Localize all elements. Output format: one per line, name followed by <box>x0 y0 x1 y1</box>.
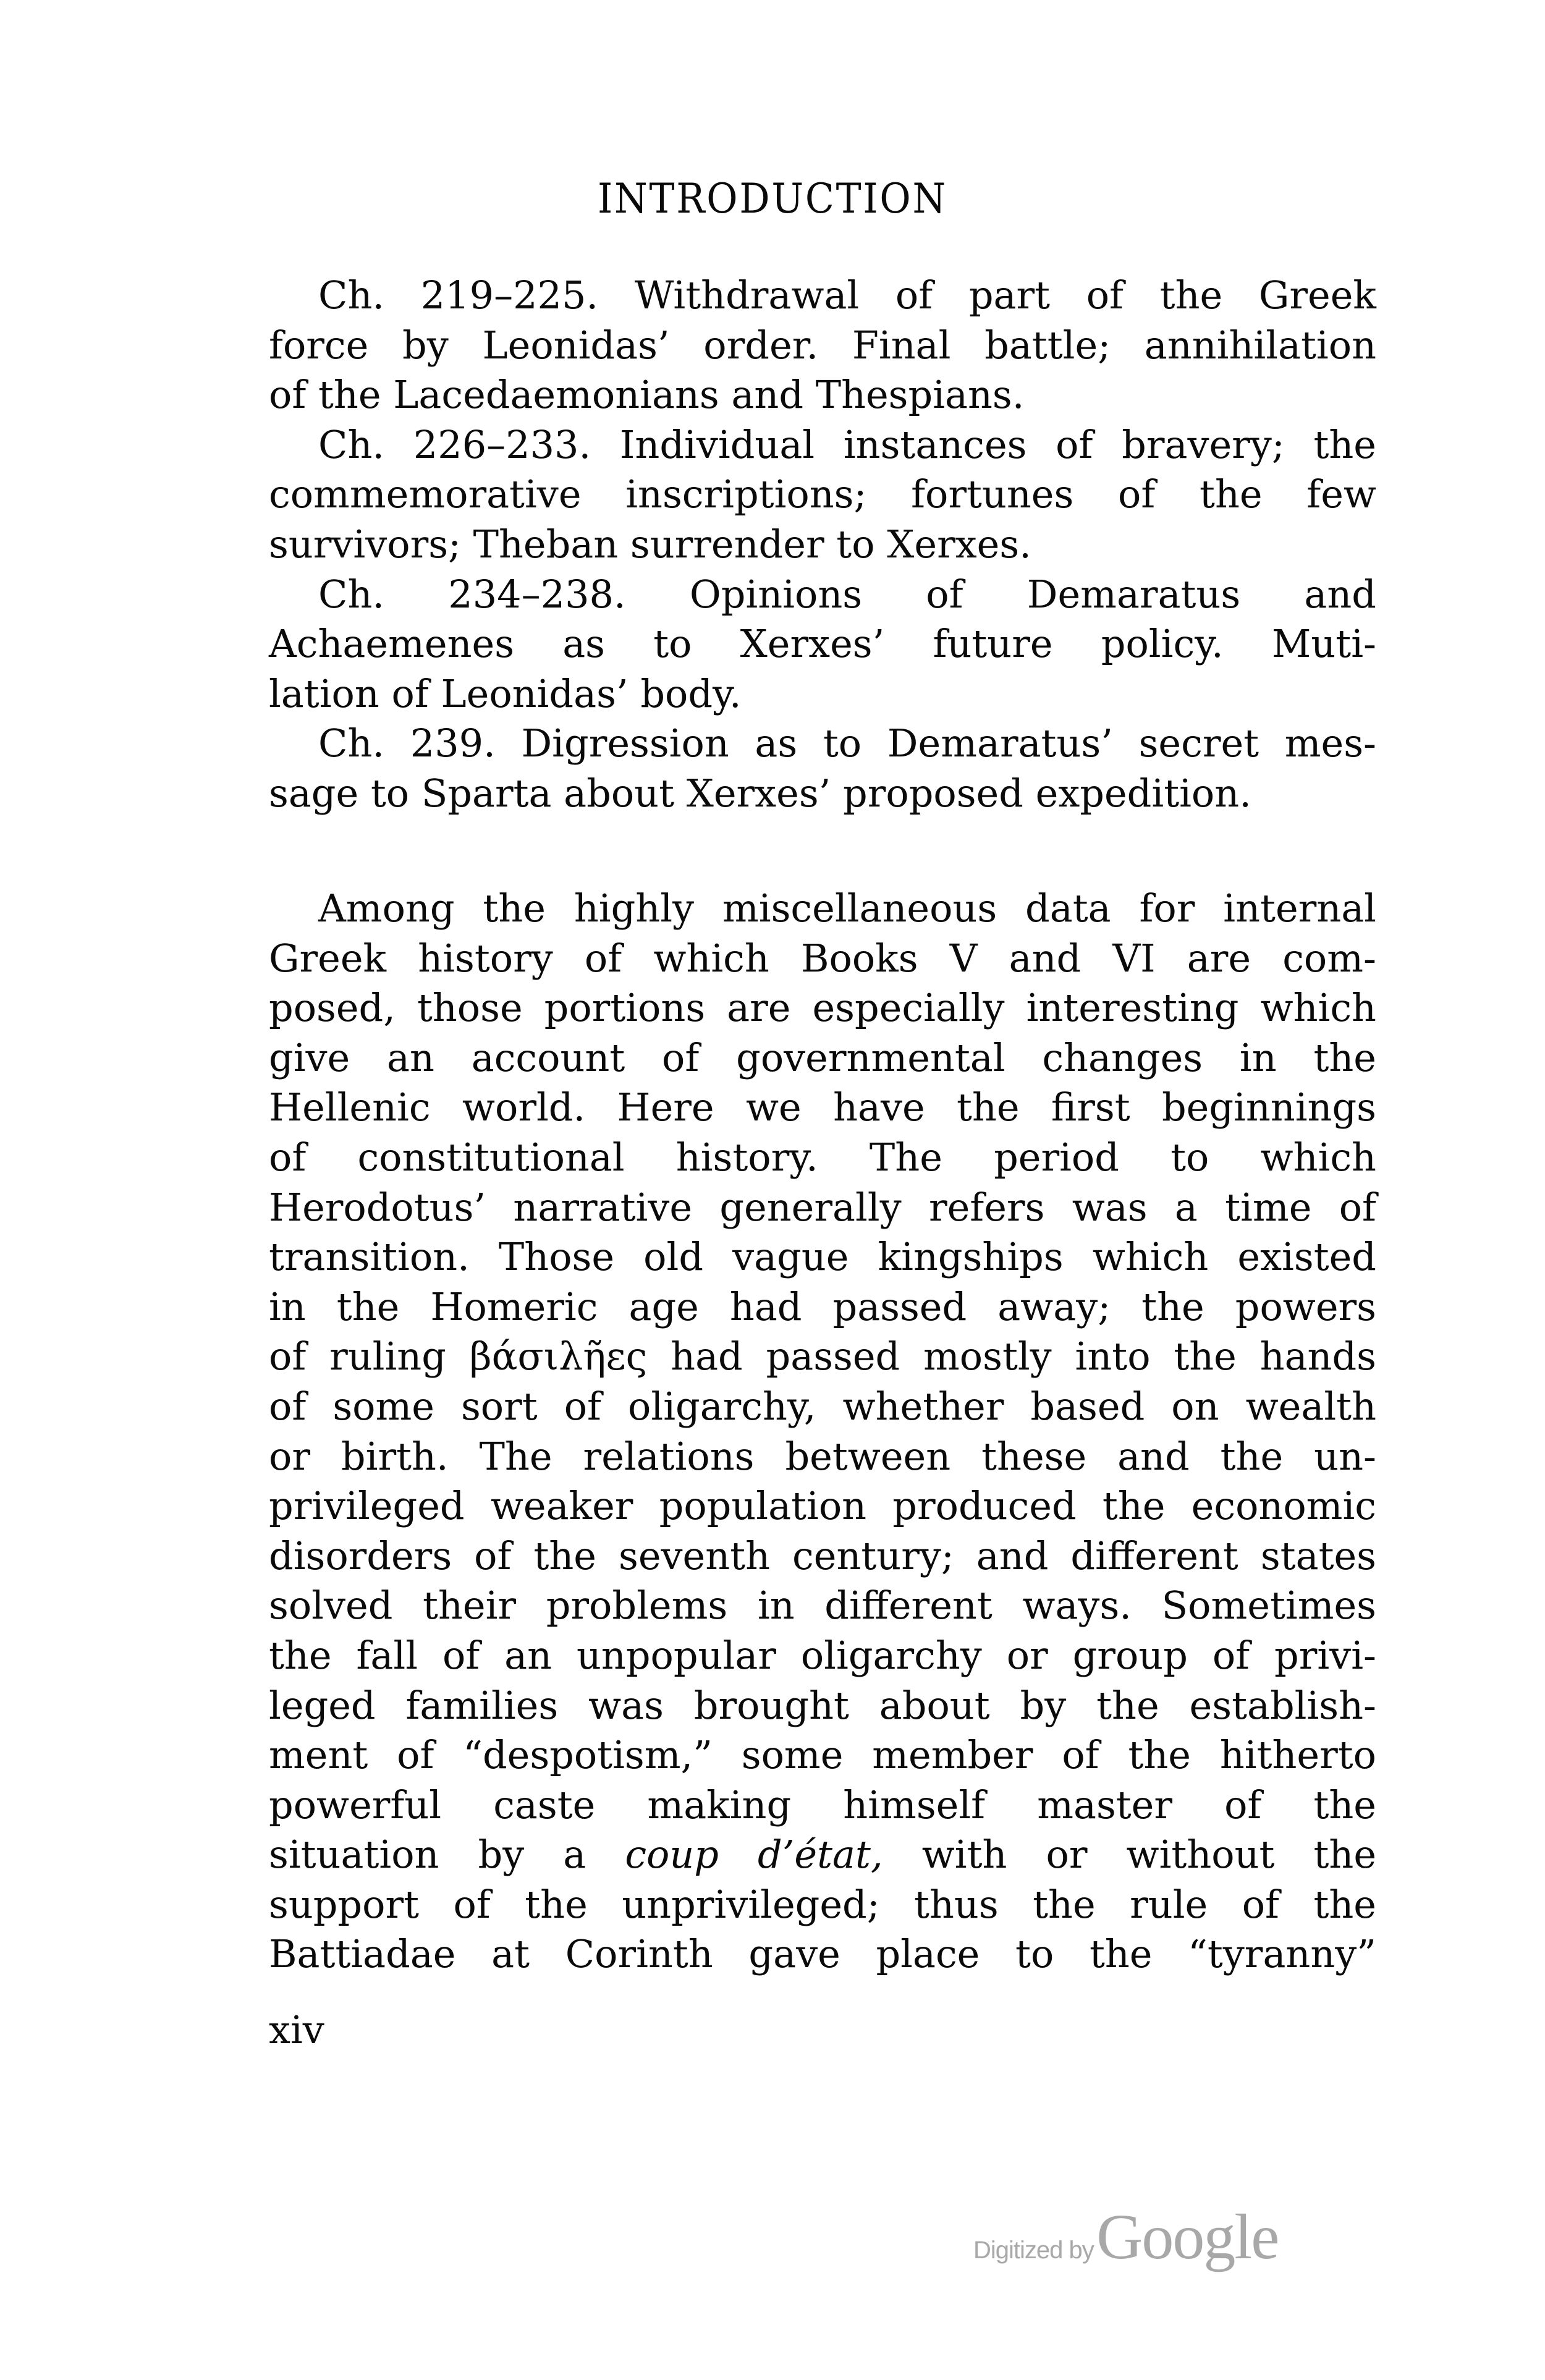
digitized-by-google-watermark <box>973 2200 1278 2274</box>
paragraph-line: posed, those portions are especially interesting which <box>269 985 1376 1031</box>
paragraph-line: Hellenic world. Here we have the first beginnings <box>269 1085 1376 1130</box>
summary-line: Ch. 219–225. Withdrawal of part of the Greek <box>318 273 1376 318</box>
paragraph-line: disorders of the seventh century; and different states <box>269 1533 1376 1578</box>
paragraph-line: or birth. The relations between these and the un- <box>269 1433 1376 1479</box>
paragraph-line: Herodotus’ narrative generally refers was a time of <box>269 1184 1376 1230</box>
paragraph-line: solved their problems in different ways. Sometimes <box>269 1583 1376 1628</box>
paragraph-line: of constitutional history. The period to which <box>269 1134 1376 1180</box>
paragraph-line: ment of “despotism,” some member of the hitherto <box>269 1732 1376 1778</box>
summary-line: Achaemenes as to Xerxes’ future policy. Muti- <box>269 621 1376 667</box>
paragraph-line: transition. Those old vague kingships which existed <box>269 1234 1376 1280</box>
paragraph-line: powerful caste making himself master of the <box>269 1782 1376 1827</box>
chapter-summaries <box>269 271 1376 819</box>
summary-line: force by Leonidas’ order. Final battle; annihilation <box>269 322 1376 368</box>
summary-line: Ch. 234–238. Opinions of Demaratus and <box>318 571 1376 617</box>
running-head: INTRODUCTION <box>597 175 948 222</box>
text-run: with or without the <box>883 1832 1377 1878</box>
summary-line: Ch. 226–233. Individual instances of bravery; the <box>318 421 1376 467</box>
summary-line: commemorative inscriptions; fortunes of the few <box>269 472 1376 517</box>
italic-phrase: coup d’état, <box>625 1832 883 1878</box>
summary-line: of the Lacedaemonians and Thespians. <box>269 372 1025 418</box>
paragraph-line: Among the highly miscellaneous data for internal <box>318 886 1376 931</box>
paragraph-line: of some sort of oligarchy, whether based on wealth <box>269 1383 1376 1429</box>
paragraph-line-coup-detat <box>269 1830 1376 1880</box>
paragraph-line: leged families was brought about by the establish- <box>269 1682 1376 1728</box>
paragraph-line: privileged weaker population produced the economic <box>269 1483 1376 1529</box>
summary-line: Ch. 239. Digression as to Demaratus’ secret mes- <box>318 721 1376 766</box>
summary-line: sage to Sparta about Xerxes’ proposed expedition. <box>269 770 1251 816</box>
paragraph-line: Greek history of which Books V and VI are com- <box>269 935 1376 981</box>
text-run: situation by a <box>269 1832 625 1878</box>
google-logo-text: Google <box>1096 2201 1279 2272</box>
paragraph-line: Battiadae at Corinth gave place to the “tyranny” <box>269 1931 1376 1977</box>
summary-line: lation of Leonidas’ body. <box>269 671 742 716</box>
paragraph-line: give an account of governmental changes in the <box>269 1035 1376 1080</box>
body-paragraph <box>269 884 1376 1980</box>
summary-line: survivors; Theban surrender to Xerxes. <box>269 521 1031 567</box>
paragraph-line: the fall of an unpopular oligarchy or group of privi- <box>269 1632 1376 1678</box>
watermark-prefix: Digitized by <box>973 2237 1094 2264</box>
paragraph-line: support of the unprivileged; thus the rule of the <box>269 1881 1376 1927</box>
paragraph-line: in the Homeric age had passed away; the powers <box>269 1284 1376 1329</box>
page-number: xiv <box>269 2007 324 2052</box>
paragraph-line: of ruling βάσιλῆες had passed mostly into the hands <box>269 1334 1376 1379</box>
